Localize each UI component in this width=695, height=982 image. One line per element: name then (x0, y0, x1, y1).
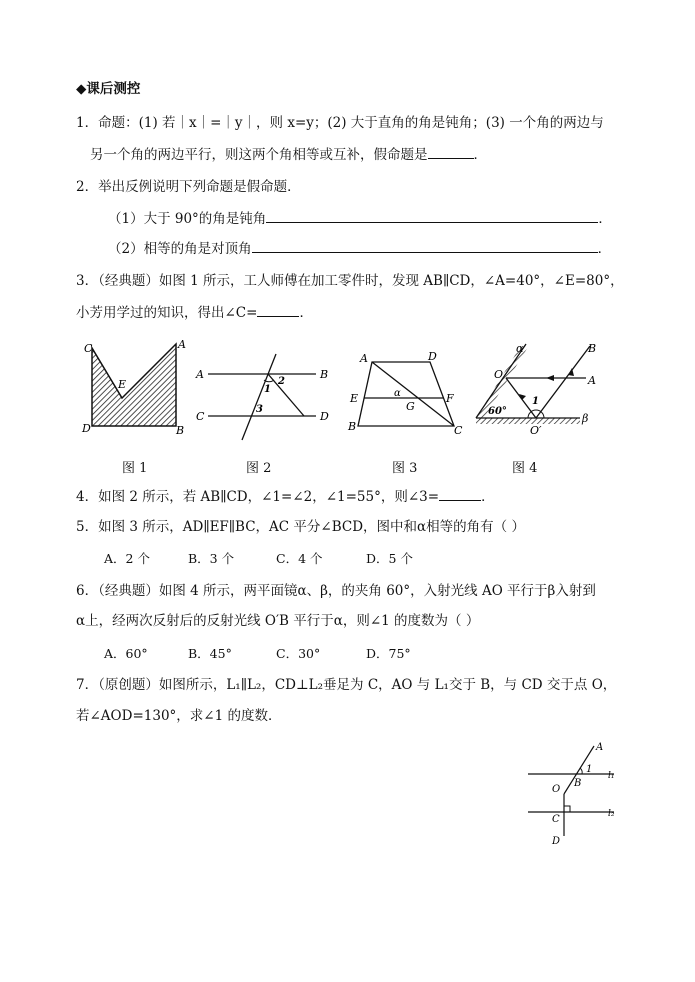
fig3-label-c: C (454, 424, 463, 437)
fig5-label-b: B (574, 778, 582, 789)
q4-end: ． (481, 489, 495, 505)
caption-fig1: 图 1 (122, 461, 148, 476)
q2-item2-text: （2）相等的角是对顶角 (108, 241, 252, 257)
fig3-label-a: A (360, 352, 368, 365)
fig4-label-beta: β (582, 412, 589, 425)
q4-answer-blank[interactable] (439, 488, 481, 501)
q3-answer-blank[interactable] (257, 304, 299, 317)
fig5-label-l2: l₂ (608, 809, 615, 819)
fig4-label-oprime: O′ (530, 424, 542, 437)
fig4-ray-ob (536, 346, 590, 418)
fig1-label-a: A (178, 338, 186, 351)
fig2-label-d: D (320, 410, 329, 423)
q2-item2-blank[interactable] (252, 240, 598, 253)
fig5-right-angle-mark (564, 806, 570, 812)
fig5-label-a: A (596, 742, 604, 753)
fig5-label-d: D (552, 836, 561, 847)
fig1-label-c: C (84, 342, 93, 355)
fig3-label-e: E (350, 392, 359, 405)
q1-line2 (90, 146, 487, 164)
q5-option-a[interactable]: A．2 个 (104, 551, 150, 566)
fig3-label-b: B (348, 420, 357, 433)
q7-line2: 若∠AOD=130°，求∠1 的度数． (76, 708, 282, 724)
fig2-angle-1: 1 (264, 384, 271, 395)
fig4-label-alpha: α (516, 342, 524, 355)
caption-fig2: 图 2 (246, 461, 272, 476)
q2-item1 (108, 210, 612, 228)
figure-2 (194, 346, 338, 442)
figure-5 (520, 736, 624, 852)
caption-fig3: 图 3 (392, 461, 418, 476)
q2-item1-blank[interactable] (266, 210, 598, 223)
fig5-label-c: C (552, 814, 560, 825)
fig2-angle-3: 3 (256, 404, 263, 415)
q2-item1-end: ． (598, 211, 612, 227)
figure-3 (344, 348, 468, 438)
q3-line2-text: 小芳用学过的知识，得出∠C= (76, 305, 258, 321)
fig3-trapezoid (358, 362, 454, 426)
q1-line2-text: 另一个角的两边平行，则这两个角相等或互补，假命题是 (90, 147, 428, 163)
fig5-angle-1: 1 (586, 764, 593, 775)
fig4-label-b: B (588, 342, 597, 355)
fig1-label-d: D (82, 422, 91, 435)
q6-option-b[interactable]: B．45° (188, 646, 232, 661)
q1-line2-end: ． (473, 147, 487, 163)
q2-item2-end: ． (597, 241, 612, 257)
q3-line2 (76, 304, 313, 322)
fig3-label-d: D (428, 350, 437, 363)
q2-stem: 2．举出反例说明下列命题是假命题． (76, 179, 301, 195)
fig1-shape (92, 344, 176, 426)
q5-line: 5．如图 3 所示，AD∥EF∥BC，AC 平分∠BCD，图中和α相等的角有（ ） (76, 519, 525, 535)
q6-option-a[interactable]: A．60° (104, 646, 148, 661)
figure-1 (80, 336, 190, 436)
q6-line2: α上，经两次反射后的反射光线 O′B 平行于α，则∠1 的度数为（ ） (76, 613, 480, 629)
fig4-arrow-ao (546, 375, 554, 381)
fig4-mirror-beta-hatch (476, 418, 580, 424)
fig3-label-f: F (446, 392, 454, 405)
q1-line1: 1．命题：(1) 若｜x｜=｜y｜，则 x=y；(2) 大于直角的角是钝角；(3) 一个角的两边与 (76, 115, 604, 131)
q3-line2-end: ． (299, 305, 313, 321)
q4-text: 4．如图 2 所示，若 AB∥CD，∠1=∠2，∠1=55°，则∠3= (76, 489, 440, 505)
fig2-label-b: B (320, 368, 329, 381)
fig2-label-c: C (196, 410, 205, 423)
fig2-label-a: A (196, 368, 204, 381)
q1-answer-blank[interactable] (428, 146, 474, 159)
fig2-transversal (242, 354, 276, 440)
q2-item2 (108, 240, 611, 258)
fig2-angle-2: 2 (278, 376, 285, 387)
q3-line1: 3．（经典题）如图 1 所示，工人师傅在加工零件时，发现 AB∥CD，∠A=40°，∠E=80°， (76, 273, 624, 289)
fig1-label-e: E (118, 378, 127, 391)
caption-fig4: 图 4 (512, 461, 538, 476)
fig4-label-a: A (588, 374, 596, 387)
fig3-label-g: G (406, 400, 415, 413)
figure-4 (470, 338, 610, 438)
fig1-label-b: B (176, 424, 185, 436)
fig4-angle-1: 1 (532, 396, 539, 407)
section-title: ◆课后测控 (76, 81, 141, 97)
fig3-label-alpha: α (394, 388, 401, 399)
q4-line (76, 488, 495, 506)
fig4-angle-60: 60° (488, 406, 507, 417)
fig5-label-o: O (552, 784, 561, 795)
q7-line1: 7．（原创题）如图所示，L₁∥L₂，CD⊥L₂垂足为 C，AO 与 L₁交于 B，与 CD 交于点 O， (76, 677, 617, 693)
q6-option-d[interactable]: D．75° (366, 646, 411, 661)
fig5-arc-1 (580, 768, 582, 774)
q6-line1: 6．（经典题）如图 4 所示，两平面镜α、β，的夹角 60°，入射光线 AO 平行于β入射到 (76, 583, 596, 599)
q6-option-c[interactable]: C．30° (276, 646, 321, 661)
q2-item1-text: （1）大于 90°的角是钝角 (108, 211, 267, 227)
q5-option-d[interactable]: D．5 个 (366, 551, 413, 566)
q5-option-b[interactable]: B．3 个 (188, 551, 235, 566)
fig5-label-l1: l₁ (608, 771, 615, 781)
fig4-label-o: O (494, 368, 504, 381)
q5-option-c[interactable]: C．4 个 (276, 551, 323, 566)
